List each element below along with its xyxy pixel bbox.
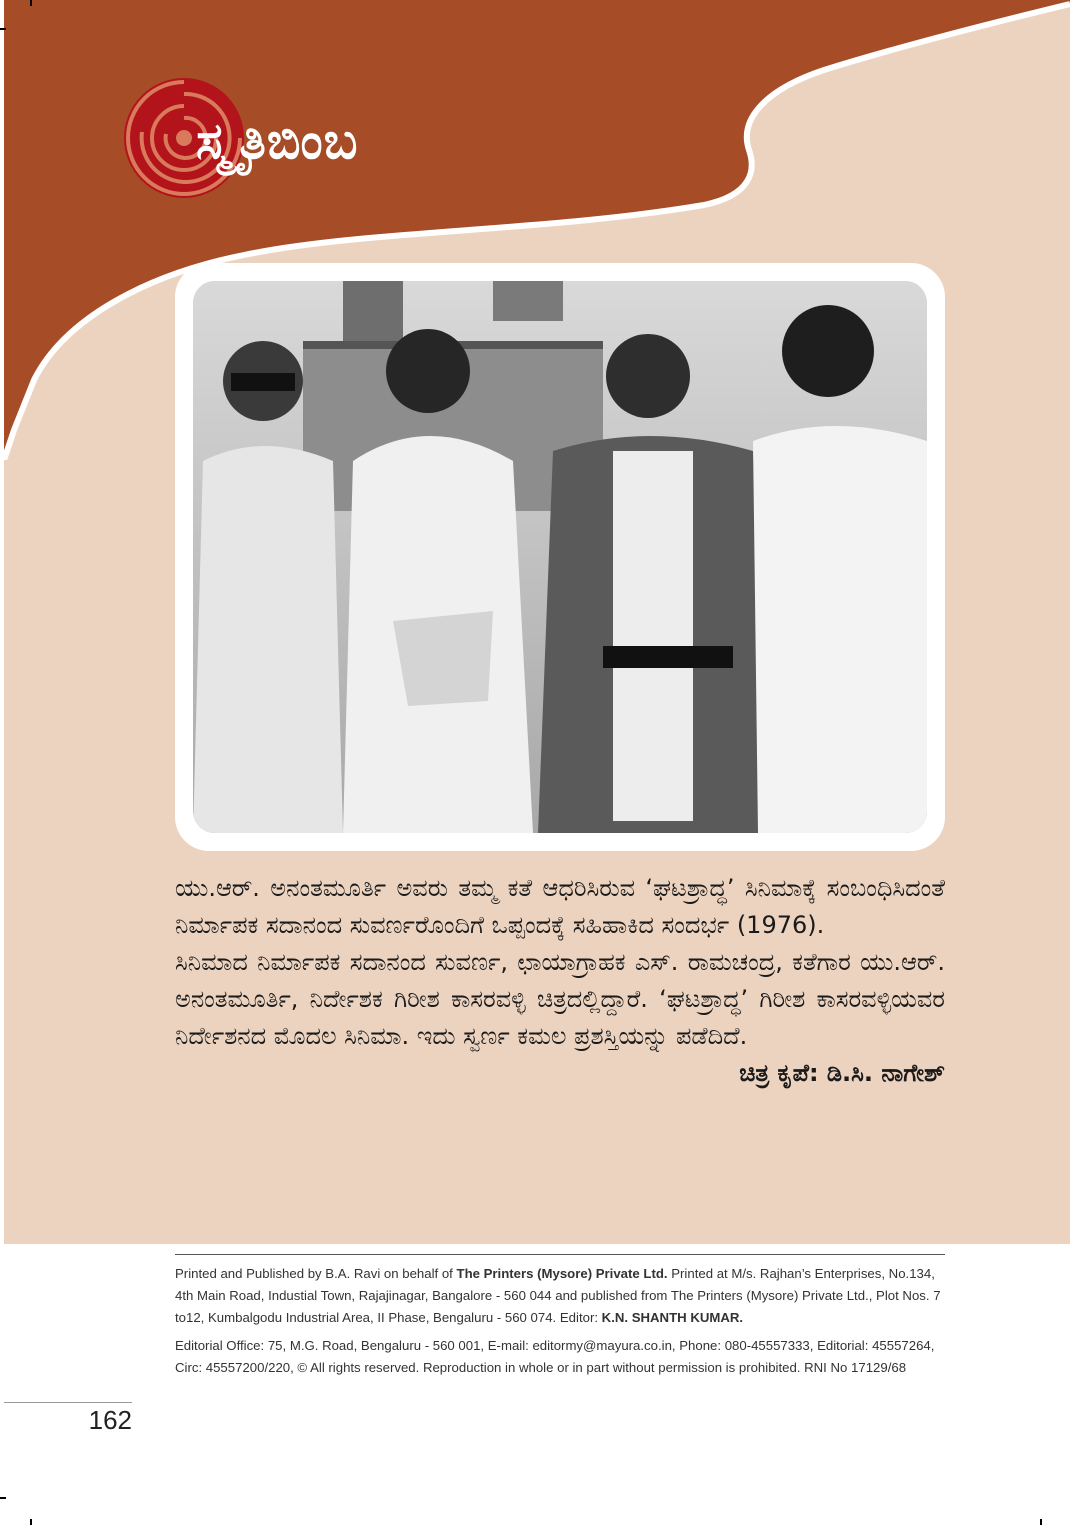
group-photo	[193, 281, 927, 833]
crop-mark	[1040, 1519, 1042, 1525]
imprint-company: The Printers (Mysore) Private Ltd.	[456, 1266, 668, 1281]
crop-mark	[30, 0, 32, 6]
crop-mark	[0, 28, 6, 30]
imprint-text: Printed at M/s. Rajhan’s Enterprises, No.134, 4th Main Road, Industial Town, Rajajinagar, Bangalore - 560 044 and published from The Printers (Mysore) Private Ltd., Plot Nos. 7 to12, Kumbalgodu Industrial Area, II Phase, Bengaluru - 560 074. Editor:	[175, 1266, 941, 1325]
imprint-text: Printed and Published by B.A. Ravi on behalf of	[175, 1266, 457, 1281]
crop-mark	[30, 1519, 32, 1525]
imprint-editor: K.N. SHANTH KUMAR.	[601, 1310, 744, 1325]
masthead-title: ಸ್ಮೃತಿಬಿಂಬ	[196, 112, 359, 170]
imprint-publisher	[175, 1263, 945, 1329]
caption-paragraph-2: ಸಿನಿಮಾದ ನಿರ್ಮಾಪಕ ಸದಾನಂದ ಸುವರ್ಣ, ಛಾಯಾಗ್ರಾಹಕ ಎಸ್. ರಾಮಚಂದ್ರ, ಕತೆಗಾರ ಯು.ಆರ್. ಅನಂತಮೂರ್ತಿ, ನಿರ್ದೇಶಕ ಗಿರೀಶ ಕಾಸರವಳ್ಳಿ ಚಿತ್ರದಲ್ಲಿದ್ದಾರೆ. ‘ಘಟಶ್ರಾದ್ಧ’ ಗಿರೀಶ ಕಾಸರವಳ್ಳಿಯವರ ನಿರ್ದೇಶನದ ಮೊದಲ ಸಿನಿಮಾ. ಇದು ಸ್ವರ್ಣ ಕಮಲ ಪ್ರಶಸ್ತಿಯನ್ನು ಪಡೆದಿದೆ.	[175, 948, 945, 1050]
photo-credit: ಚಿತ್ರ ಕೃಪೆ: ಡಿ.ಸಿ. ನಾಗೇಶ್	[739, 1059, 945, 1087]
imprint-block	[175, 1254, 945, 1385]
crop-mark	[0, 1497, 6, 1499]
page-number: 162	[4, 1402, 132, 1436]
caption-paragraph-1: ಯು.ಆರ್. ಅನಂತಮೂರ್ತಿ ಅವರು ತಮ್ಮ ಕತೆ ಆಧರಿಸಿರುವ ‘ಘಟಶ್ರಾದ್ಧ’ ಸಿನಿಮಾಕ್ಕೆ ಸಂಬಂಧಿಸಿದಂತೆ ನಿರ್ಮಾಪಕ ಸದಾನಂದ ಸುವರ್ಣರೊಂದಿಗೆ ಒಪ್ಪಂದಕ್ಕೆ ಸಹಿಹಾಕಿದ ಸಂದರ್ಭ (1976).	[175, 874, 945, 939]
black-and-white-group-photo-icon	[193, 281, 927, 833]
photo-frame	[175, 263, 945, 851]
imprint-editorial-office: Editorial Office: 75, M.G. Road, Bengaluru - 560 001, E-mail: editormy@mayura.co.in, Phone: 080-45557333, Editorial: 45557264, Circ: 45557200/220, © All rights reserved. Reproduction in whole or in part without permission is prohibited. RNI No 17129/68	[175, 1338, 935, 1375]
photo-caption	[175, 870, 945, 1092]
